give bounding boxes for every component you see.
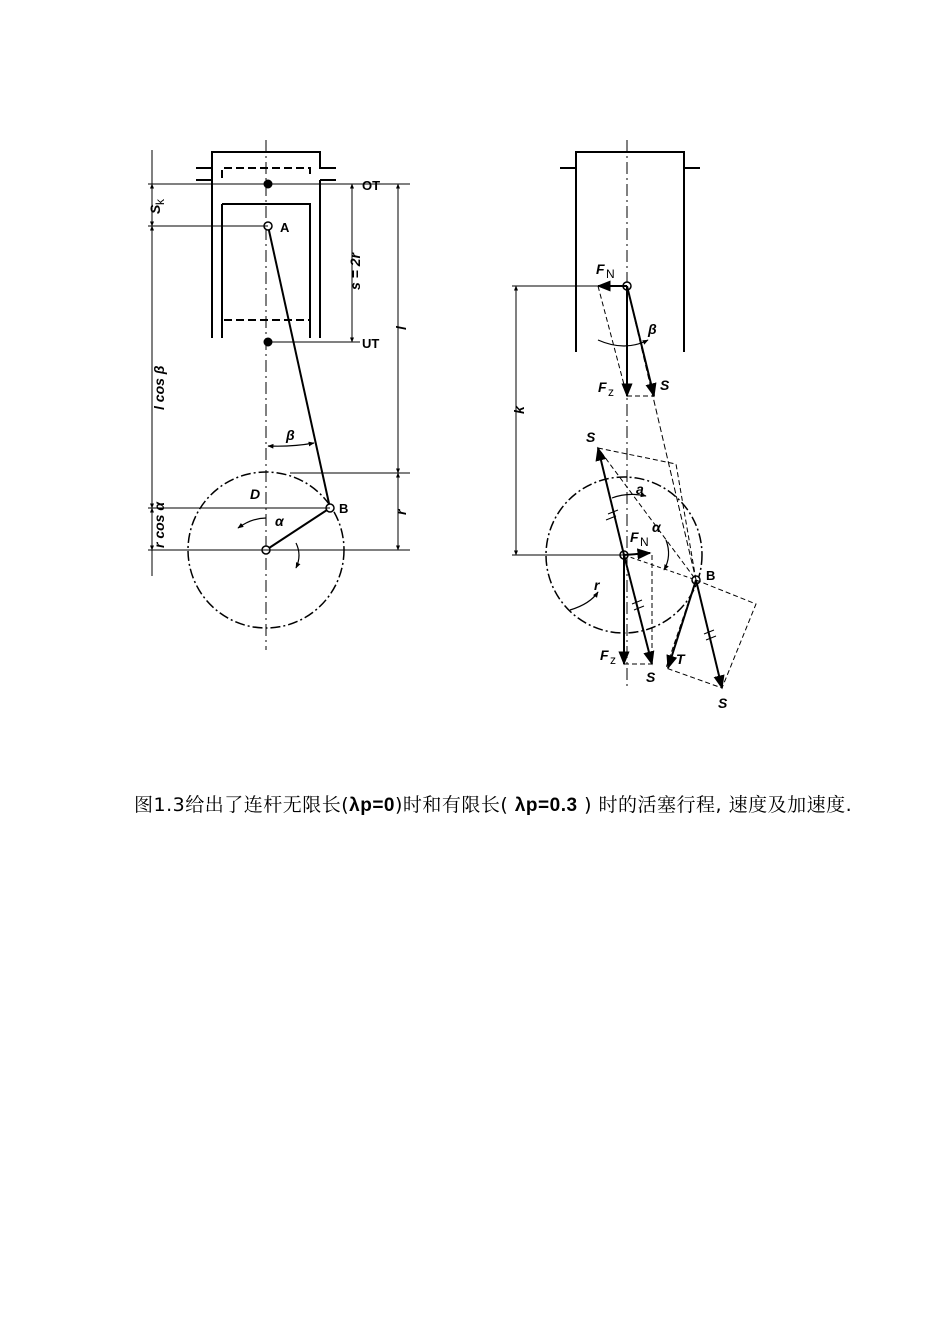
- caption-lambda2: λp=0.3: [514, 795, 578, 816]
- label-fn-top: F: [596, 261, 605, 277]
- label-ut: UT: [362, 336, 380, 351]
- label-lcosb: l cos β: [151, 365, 167, 410]
- label-fn-top-sub: N: [606, 267, 615, 281]
- label-rcosa: r cos α: [151, 501, 167, 548]
- label-ot: OT: [362, 178, 381, 193]
- label-r-left: r: [393, 509, 409, 515]
- label-sk-sub: k: [153, 199, 167, 205]
- label-alpha-right: α: [652, 519, 661, 535]
- label-b: B: [339, 501, 349, 516]
- figure-caption: [86, 790, 876, 821]
- caption-part3: ) 时的活塞行程, 速度及加速度.: [577, 794, 853, 816]
- label-s-bot: S: [646, 669, 656, 685]
- caption-part2: )时和有限长(: [394, 794, 515, 816]
- label-r-right: r: [594, 577, 600, 593]
- label-k: k: [511, 406, 527, 414]
- label-fn-mid: F: [630, 529, 639, 545]
- label-stroke: s = 2r: [347, 253, 363, 290]
- label-fz-top: F: [598, 379, 607, 395]
- label-s-upper: S: [586, 429, 596, 445]
- label-fz-bot: F: [600, 647, 609, 663]
- label-d: D: [250, 486, 261, 502]
- right-diagram: [512, 140, 756, 690]
- label-b-right: B: [706, 568, 716, 583]
- right-cylinder: [560, 152, 700, 352]
- label-s-far: S: [718, 695, 728, 711]
- label-t: T: [676, 651, 685, 667]
- label-l: l: [393, 326, 409, 330]
- label-s-top: S: [660, 377, 670, 393]
- label-a-right: a: [636, 481, 644, 497]
- label-beta-left: β: [286, 427, 295, 443]
- left-diagram: [148, 140, 410, 650]
- caption-part1: 图1.3给出了连杆无限长(: [134, 794, 350, 816]
- right-labels: [511, 261, 728, 711]
- label-fz-top-sub: z: [608, 385, 614, 399]
- label-fn-mid-sub: N: [640, 535, 649, 549]
- label-a: A: [280, 220, 290, 235]
- caption-lambda1: λp=0: [349, 795, 395, 816]
- label-beta-right: β: [648, 321, 657, 337]
- label-fz-bot-sub: z: [610, 653, 616, 667]
- left-labels: [147, 178, 409, 548]
- label-sk: S: [147, 204, 163, 214]
- label-alpha-left: α: [275, 513, 284, 529]
